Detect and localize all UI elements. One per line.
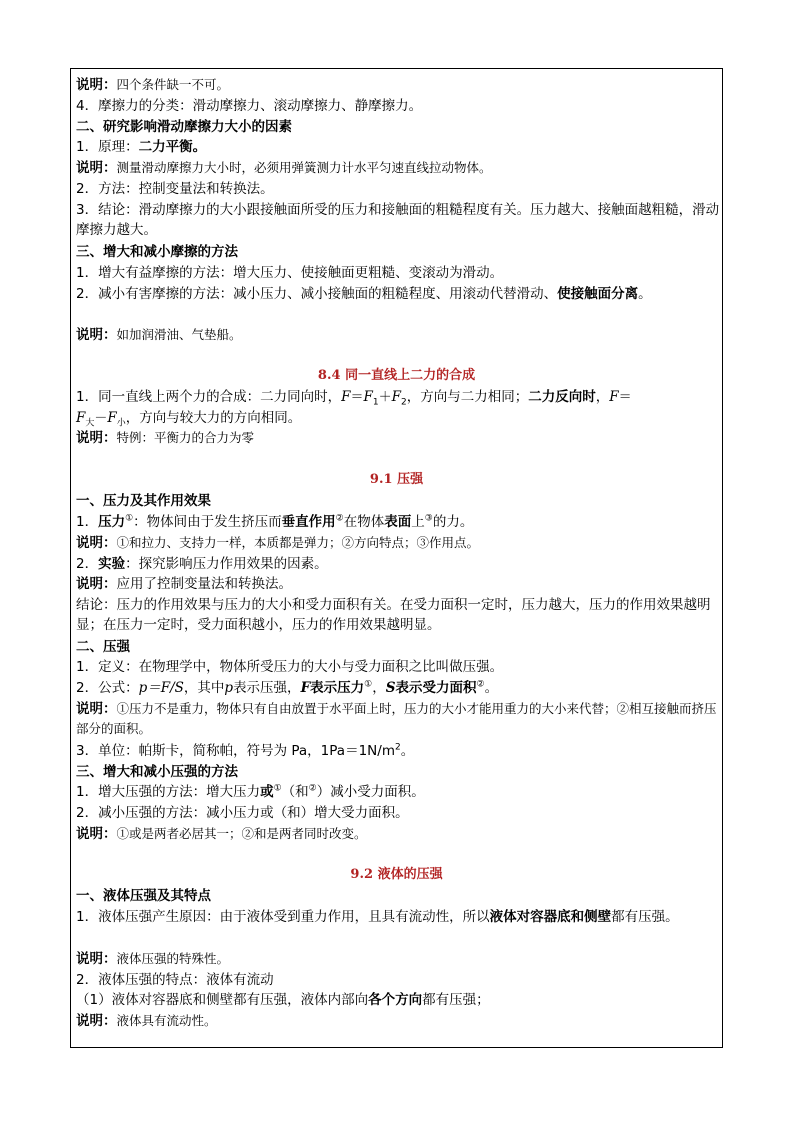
note-line: 说明：如加润滑油、气垫船。 xyxy=(76,327,242,343)
text-paragraph: 2．减小有害摩擦的方法：减小压力、减小接触面的粗糙程度、用滚动代替滑动、使接触面分离。 xyxy=(76,286,652,302)
text-line: 1．压力①：物体间由于发生挤压而垂直作用②在物体表面上③的力。 xyxy=(76,513,474,530)
section-heading: 二、研究影响滑动摩擦力大小的因素 xyxy=(76,119,292,135)
text-line: 2．方法：控制变量法和转换法。 xyxy=(76,181,274,197)
note-line: 说明：四个条件缺一不可。 xyxy=(76,77,230,93)
note-line: 说明：特例：平衡力的合力为零 xyxy=(76,430,255,446)
note-line: 说明：测量滑动摩擦力大小时，必须用弹簧测力计水平匀速直线拉动物体。 xyxy=(76,160,492,176)
text-line: 1．增大压强的方法：增大压力或①（和②）减小受力面积。 xyxy=(76,783,425,800)
note-line: 说明：①和拉力、支持力一样，本质都是弹力；②方向特点；③作用点。 xyxy=(76,535,480,551)
section-heading: 一、压力及其作用效果 xyxy=(76,493,211,509)
text-line: 4．摩擦力的分类：滑动摩擦力、滚动摩擦力、静摩擦力。 xyxy=(76,98,423,114)
chapter-title: 9.2 液体的压强 xyxy=(350,867,443,882)
note-line: 说明：①或是两者必居其一；②和是两者同时改变。 xyxy=(76,826,367,842)
section-heading: 二、压强 xyxy=(76,639,130,655)
note-line: 说明：应用了控制变量法和转换法。 xyxy=(76,576,292,592)
text-paragraph: 结论：压力的作用效果与压力的大小和受力面积有关。在受力面积一定时，压力越大，压力的作用效果越明显；在压力一定时，受力面积越小，压力的作用效果越明显。 xyxy=(76,597,711,633)
text-line: 1．原理：二力平衡。 xyxy=(76,139,207,155)
text-line: 2．实验：探究影响压力作用效果的因素。 xyxy=(76,556,328,572)
text-line: 1．定义：在物理学中，物体所受压力的大小与受力面积之比叫做压强。 xyxy=(76,659,504,675)
text-paragraph: 1．液体压强产生原因：由于液体受到重力作用，且具有流动性，所以液体对容器底和侧壁都有压强。 xyxy=(76,909,679,925)
text-line: （1）液体对容器底和侧壁都有压强，液体内部向各个方向都有压强； xyxy=(76,992,490,1008)
section-heading: 三、增大和减小摩擦的方法 xyxy=(76,244,238,260)
section-heading: 三、增大和减小压强的方法 xyxy=(76,764,238,780)
text-line: 2．液体压强的特点：液体有流动 xyxy=(76,972,274,988)
text-line: 2．公式：p＝F/S，其中p表示压强，F表示压力①，S表示受力面积②。 xyxy=(76,679,499,696)
note-line: 说明：液体压强的特殊性。 xyxy=(76,951,230,967)
note-paragraph: 说明：①压力不是重力，物体只有自由放置于水平面上时，压力的大小才能用重力的大小来代替；②相互接触而挤压部分的面积。 xyxy=(76,701,717,736)
text-line: 3．单位：帕斯卡，简称帕，符号为 Pa，$1Pa=1N/m^2$。 xyxy=(76,742,415,759)
text-line: 1．增大有益摩擦的方法：增大压力、使接触面更粗糙、变滚动为滑动。 xyxy=(76,265,504,281)
note-line: 说明：液体具有流动性。 xyxy=(76,1013,217,1029)
text-line: $F_大-F_小$，方向与较大力的方向相同。 xyxy=(76,410,302,429)
text-line: 2．减小压强的方法：减小压力或（和）增大受力面积。 xyxy=(76,805,409,821)
text-paragraph: 3．结论：滑动摩擦力的大小跟接触面所受的压力和接触面的粗糙程度有关。压力越大、接触面越粗糙，滑动摩擦力越大。 xyxy=(76,202,720,238)
text-line: 1．同一直线上两个力的合成：二力同向时，$F=F_1+F_2$，方向与二力相同；二力反向时，F＝ xyxy=(76,389,632,408)
section-heading: 一、液体压强及其特点 xyxy=(76,888,211,904)
chapter-title: 8.4 同一直线上二力的合成 xyxy=(317,368,476,383)
chapter-title: 9.1 压强 xyxy=(369,472,424,487)
